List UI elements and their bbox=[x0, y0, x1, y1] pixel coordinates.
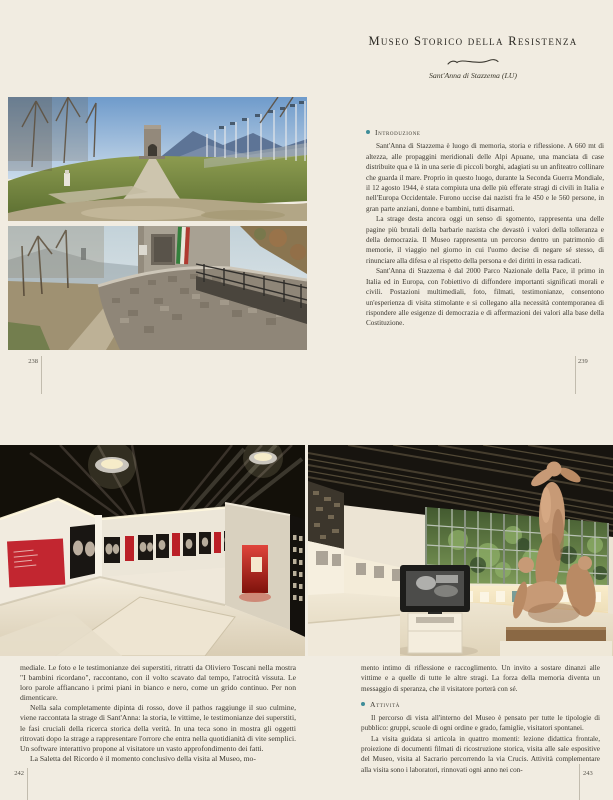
photo-museum-exhibit-hall bbox=[308, 445, 613, 656]
photo-village-path bbox=[8, 226, 307, 350]
page-number-rule bbox=[575, 356, 576, 394]
text-column-243 bbox=[361, 663, 600, 775]
page-number-239: 239 bbox=[578, 358, 588, 365]
red-room-illustration bbox=[0, 445, 305, 656]
body-paragraph: La visita guidata si articola in quattro momenti: lezione didattica frontale, proiezione di documenti filmati di ricostruzione storica, visita alle sale espositive del Museo, visita al Sacrario percorrendo la via Crucis. Attività complementare alla visita sono i laboratori, rinnovati ogni anno nei con- bbox=[361, 734, 600, 774]
body-paragraph: Il percorso di vista all'interno del Museo è pensato per tutte le tipologie di pubblico: gruppi, scuole di ogni ordine e grado, famiglie, visitatori spontanei. bbox=[361, 714, 600, 733]
body-paragraph: mediale. Le foto e le testimonianze dei superstiti, ritratti da Oliviero Toscani nella mostra "I bambini ricordano", raccontano, con il volto scavato dal tempo, l'atrocità vissuta. Le loro parole affiancano i primi piani in bianco e nero, come un grido continuo. Per non dimenticare. bbox=[20, 663, 296, 703]
intro-heading bbox=[366, 128, 604, 138]
page-number-rule bbox=[579, 764, 580, 800]
section-bullet-icon bbox=[361, 702, 365, 706]
memorial-path-illustration bbox=[8, 97, 307, 221]
page-number-243: 243 bbox=[583, 770, 593, 777]
page-subtitle: Sant'Anna di Stazzema (LU) bbox=[428, 71, 518, 80]
activities-heading-label: Attività bbox=[370, 699, 400, 709]
page-number-238: 238 bbox=[28, 358, 38, 365]
page-number-rule bbox=[27, 768, 28, 800]
intro-section bbox=[366, 128, 604, 329]
page-number-rule bbox=[41, 356, 42, 394]
body-paragraph: Nella sala completamente dipinta di rosso, dove il pathos raggiunge il suo culmine, viene raccontata la strage di Sant'Anna: la storia, le vittime, le testimonianze dei superstiti, le fasi cruciali della ricerca storica della verità. In una teca sono in mostra gli oggetti ritrovati dopo la strage a rappresentare l'orrore che entra nella quotidianità di vite semplici. Un software interattivo propone al visitatore un vasto approfondimento dei fatti. bbox=[20, 703, 296, 753]
page-title: Museo Storico della Resistenza bbox=[368, 34, 578, 48]
intro-paragraph: Sant'Anna di Stazzema è dal 2000 Parco Nazionale della Pace, il primo in Italia ed in Europa, con l'obiettivo di diffondere importanti significati morali e civili. Postazioni multimediali, foto, filmati, testimonianze, consentono un'esperienza di visita stimolante e si collegano alla necessità contemporanea di rispondere alle esigenze di democrazia e di affermazioni dei valori alla base della Costituzione. bbox=[366, 267, 604, 328]
intro-paragraph: La strage desta ancora oggi un senso di sgomento, rappresenta una delle pagine più brutali della barbarie nazista che devastò i valori della tolleranza e della democrazia. Il Museo rappresenta un percorso dentro un patrimonio di memorie, il viaggio nel giorno in cui l'uomo decise di negare sé stesso, di rinunciare alla difesa e al rispetto della persona e dei diritti in essa radicati. bbox=[366, 215, 604, 265]
text-column-242 bbox=[20, 663, 296, 764]
title-flourish bbox=[447, 56, 499, 68]
village-path-illustration bbox=[8, 226, 307, 350]
intro-paragraph: Sant'Anna di Stazzema è luogo di memoria, storia e riflessione. A 660 mt di altezza, alle propaggini meridionali delle Alpi Apuane, una manciata di case distribuite qua e là in una serie di piccoli borghi, adagiati su un anfiteatro collinare che guarda il mare. Proprio in questo luogo, durante la Seconda Guerra Mondiale, il 12 agosto 1944, è stata compiuta una delle più efferate stragi di civili in Italia e nell'Europa Occidentale. Furono uccise dai nazisti fra le 450 e le 560 persone, in gran parte anziani, donne e bambini, tutti disarmati. bbox=[366, 142, 604, 213]
section-bullet-icon bbox=[366, 130, 370, 134]
activities-heading bbox=[361, 700, 600, 710]
intro-heading-label: Introduzione bbox=[375, 128, 421, 137]
photo-memorial-path bbox=[8, 97, 307, 221]
page-number-242: 242 bbox=[14, 770, 24, 777]
body-paragraph: La Saletta del Ricordo è il momento conclusivo della visita al Museo, mo- bbox=[30, 753, 256, 763]
photo-museum-red-room bbox=[0, 445, 305, 656]
exhibit-hall-illustration bbox=[308, 445, 613, 656]
body-paragraph: mento intimo di riflessione e raccoglimento. Un invito a sostare dinanzi alle vittime e a quelle di tutte le altre stragi. La forza della memoria diventa un messaggio di speranza, che il visitatore porterà con sé. bbox=[361, 664, 600, 693]
